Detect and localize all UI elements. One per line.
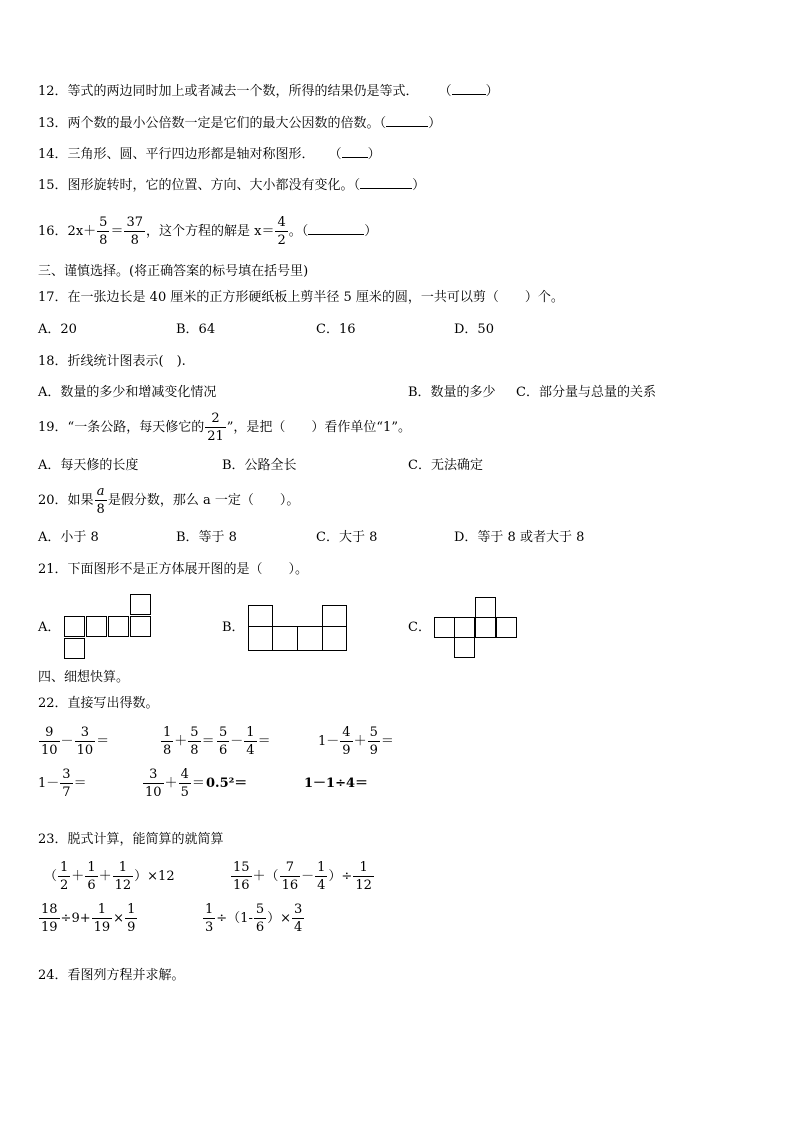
fraction [143, 768, 164, 799]
fraction [75, 726, 96, 757]
fraction [58, 861, 70, 892]
denominator: 8 [99, 233, 108, 248]
net-square [272, 626, 298, 651]
text-segment: ）× [267, 911, 292, 926]
net-square [454, 617, 475, 638]
question-23-stem: 23．脱式计算，能简算的就简算 [38, 832, 224, 847]
fraction [161, 726, 173, 757]
question-15 [38, 176, 425, 195]
fraction [97, 216, 109, 247]
numerator: 3 [62, 767, 71, 782]
q19-option-a[interactable]: A．每天修的长度 [38, 458, 139, 473]
q22-expr-8: 1－1÷4＝ [304, 776, 369, 791]
net-square [64, 616, 85, 637]
q22-expr-4 [318, 722, 394, 762]
denominator: 8 [130, 233, 139, 248]
numerator: 18 [41, 902, 58, 917]
denominator: 16 [281, 878, 299, 893]
question-13 [38, 114, 441, 133]
text-segment: ）÷ [328, 869, 353, 884]
text-segment: ） [412, 178, 426, 193]
text-segment: ＋ [353, 734, 367, 749]
text-segment: ÷（1- [216, 911, 253, 926]
q17-option-d[interactable]: D．50 [454, 322, 494, 337]
numerator: 5 [369, 725, 378, 740]
fraction [353, 861, 374, 892]
q23-expr-1 [44, 857, 175, 897]
denominator: 19 [41, 920, 58, 935]
fraction [292, 903, 304, 934]
denominator: 9 [342, 743, 351, 758]
numerator: 3 [75, 726, 96, 742]
numerator: 1 [205, 902, 214, 917]
q23-expr-2 [230, 857, 375, 897]
text-segment: 14． [38, 147, 68, 162]
fraction [125, 903, 137, 934]
q23-expr-4 [202, 899, 305, 939]
text-segment: － [60, 734, 74, 749]
text-segment: 是假分数，那么 a 一定（ ）。 [107, 493, 300, 508]
denominator: 2 [60, 878, 69, 893]
net-square [248, 626, 273, 651]
question-14 [38, 145, 381, 164]
text-segment: 等式的两边同时加上或者减去一个数，所得的结果仍是等式． [67, 84, 419, 99]
net-square [297, 626, 323, 651]
text-segment: ） [485, 84, 499, 99]
denominator: 21 [207, 429, 224, 444]
fraction [254, 903, 266, 934]
text-segment: 1－ [38, 776, 60, 791]
denominator: 5 [180, 785, 189, 800]
numerator: 1 [87, 860, 96, 875]
denominator: 6 [219, 743, 228, 758]
fraction [231, 861, 252, 892]
q20-option-a[interactable]: A．小于 8 [38, 530, 99, 545]
question-16 [38, 213, 377, 251]
text-segment: ＝ [110, 224, 124, 239]
denominator: 6 [87, 878, 96, 893]
denominator: 12 [355, 878, 372, 893]
numerator: 3 [294, 902, 303, 917]
section-4-heading: 四、细想快算。 [38, 670, 130, 685]
numerator: 1 [163, 725, 172, 740]
text-segment: （ [353, 178, 361, 193]
net-square [108, 616, 129, 637]
text-segment: ÷9+ [60, 911, 91, 926]
text-segment: （ [379, 116, 387, 131]
numerator: 7 [280, 861, 301, 877]
numerator: 5 [219, 725, 228, 740]
numerator: 1 [92, 903, 113, 919]
net-square [322, 626, 347, 651]
numerator: 1 [353, 861, 374, 877]
fraction [92, 903, 113, 934]
numerator: 4 [342, 725, 351, 740]
q22-expr-2 [160, 722, 215, 762]
text-segment: ＝ [380, 734, 394, 749]
question-24-stem: 24．看图列方程并求解。 [38, 968, 185, 983]
question-21-stem: 21．下面图形不是正方体展开图的是（ ）。 [38, 562, 309, 577]
fraction [60, 768, 72, 799]
q18-option-c[interactable]: C．部分量与总量的关系 [516, 385, 656, 400]
fraction [368, 726, 380, 757]
q18-option-a[interactable]: A．数量的多少和增减变化情况 [38, 385, 217, 400]
text-segment: × [113, 911, 125, 926]
text-segment: ＝ [73, 776, 87, 791]
section-3-heading: 三、谨慎选择。(将正确答案的标号填在括号里) [38, 264, 309, 279]
text-segment: （ [44, 869, 58, 884]
text-segment: ） [428, 116, 442, 131]
q20-option-b[interactable]: B．等于 8 [176, 530, 237, 545]
answer-blank[interactable] [308, 222, 364, 235]
question-22-stem: 22．直接写出得数。 [38, 696, 159, 711]
answer-blank[interactable] [360, 176, 412, 189]
net-square [248, 605, 273, 627]
denominator: 12 [114, 878, 132, 893]
q17-option-a[interactable]: A．20 [38, 322, 77, 337]
net-square [86, 616, 107, 637]
question-18-stem: 18．折线统计图表示( ). [38, 354, 186, 369]
net-square [496, 617, 517, 638]
q20-option-c[interactable]: C．大于 8 [316, 530, 378, 545]
fraction [85, 861, 97, 892]
fraction [244, 726, 256, 757]
denominator: 16 [233, 878, 250, 893]
answer-blank[interactable] [386, 114, 428, 127]
q22-expr-3 [216, 722, 271, 762]
question-19-stem [38, 408, 411, 448]
q22-expr-6 [142, 764, 205, 804]
denominator: 8 [96, 502, 105, 517]
text-segment: ，这个方程的解是 x＝ [146, 224, 275, 239]
net-square [322, 605, 347, 627]
text-segment: － [230, 734, 244, 749]
q21-option-c[interactable]: C． [408, 620, 431, 635]
answer-blank[interactable] [342, 145, 368, 158]
q18-option-b[interactable]: B．数量的多少 [408, 385, 496, 400]
question-17-stem: 17．在一张边长是 40 厘米的正方形硬纸板上剪半径 5 厘米的圆，一共可以剪（ ）个。 [38, 290, 564, 305]
numerator: 5 [99, 215, 108, 230]
net-square [454, 637, 475, 658]
text-segment: ）×12 [134, 869, 175, 884]
denominator: 9 [127, 920, 136, 935]
text-segment: 19．“一条公路，每天修它的 [38, 420, 205, 435]
text-segment: ＋（ [252, 869, 279, 884]
q17-option-c[interactable]: C．16 [316, 322, 356, 337]
net-square [434, 617, 455, 638]
fraction [179, 768, 191, 799]
text-segment: 12． [38, 84, 68, 99]
text-segment: 13． [38, 116, 68, 131]
q22-expr-5 [38, 764, 87, 804]
q20-option-d[interactable]: D．等于 8 或者大于 8 [454, 530, 585, 545]
text-segment: ＝ [96, 734, 110, 749]
answer-blank[interactable] [452, 82, 486, 95]
fraction [340, 726, 352, 757]
question-12 [38, 82, 499, 101]
fraction [315, 861, 327, 892]
fraction [188, 726, 200, 757]
denominator: 19 [93, 920, 111, 935]
denominator: 10 [145, 785, 162, 800]
fraction [203, 903, 215, 934]
q19-option-b[interactable]: B．公路全长 [222, 458, 297, 473]
numerator: a [95, 485, 107, 501]
denominator: 7 [62, 785, 71, 800]
denominator: 6 [255, 920, 265, 935]
fraction [280, 861, 301, 892]
text-segment: ＝ [191, 776, 205, 791]
numerator: 5 [190, 725, 199, 740]
q17-option-b[interactable]: B．64 [176, 322, 216, 337]
denominator: 8 [163, 743, 172, 758]
net-square [130, 616, 151, 637]
text-segment: 两个数的最小公倍数一定是它们的最大公因数的倍数。 [67, 116, 380, 131]
denominator: 4 [317, 878, 326, 893]
denominator: 10 [41, 743, 58, 758]
text-segment: （ [438, 84, 452, 99]
q22-expr-1 [38, 722, 109, 762]
net-square [475, 597, 496, 618]
denominator: 8 [190, 743, 199, 758]
denominator: 4 [294, 920, 303, 935]
q19-option-c[interactable]: C．无法确定 [408, 458, 483, 473]
text-segment: 16． [38, 224, 68, 239]
text-segment: ） [367, 147, 381, 162]
text-segment: 。（ [288, 224, 309, 239]
fraction [39, 726, 60, 757]
text-segment: ） [364, 224, 378, 239]
numerator: 15 [233, 860, 250, 875]
text-segment: ＝ [201, 734, 215, 749]
fraction [205, 412, 226, 443]
text-segment: 1－ [318, 734, 340, 749]
text-segment: ＋ [164, 776, 178, 791]
numerator: 5 [255, 902, 265, 917]
fraction [217, 726, 229, 757]
numerator: 9 [39, 726, 60, 742]
text-segment: ＝ [257, 734, 271, 749]
text-segment: ”，是把（ ）看作单位“1”。 [226, 420, 411, 435]
q23-expr-3 [38, 899, 138, 939]
numerator: 2 [205, 412, 226, 428]
q21-option-a[interactable]: A． [38, 620, 61, 635]
text-segment: ＋ [174, 734, 188, 749]
text-segment: ＋ [71, 869, 85, 884]
text-segment: 图形旋转时，它的位置、方向、大小都没有变化。 [67, 178, 354, 193]
text-segment: 三角形、圆、平行四边形都是轴对称图形． [67, 147, 315, 162]
numerator: 37 [126, 215, 143, 230]
net-square [64, 638, 85, 659]
fraction [124, 216, 145, 247]
question-20-stem [38, 482, 299, 520]
numerator: 4 [180, 767, 189, 782]
text-segment: （ [328, 147, 342, 162]
denominator: 4 [246, 743, 255, 758]
fraction [275, 216, 287, 247]
numerator: 1 [317, 860, 326, 875]
numerator: 1 [60, 860, 69, 875]
denominator: 2 [277, 233, 286, 248]
net-square [475, 617, 496, 638]
fraction [113, 861, 134, 892]
numerator: 1 [127, 902, 136, 917]
denominator: 10 [76, 743, 94, 758]
text-segment: ＋ [98, 869, 112, 884]
q21-option-b[interactable]: B． [222, 620, 245, 635]
text-segment: 20．如果 [38, 493, 94, 508]
numerator: 4 [277, 215, 286, 230]
numerator: 1 [246, 725, 255, 740]
text-segment: 2x＋ [67, 224, 97, 239]
text-segment: 15． [38, 178, 68, 193]
q22-expr-7: 0.5²＝ [206, 776, 248, 791]
text-segment: － [301, 869, 315, 884]
fraction [39, 903, 60, 934]
numerator: 1 [113, 861, 134, 877]
numerator: 3 [143, 768, 164, 784]
fraction [95, 485, 107, 516]
denominator: 9 [369, 743, 378, 758]
denominator: 3 [205, 920, 214, 935]
net-square [130, 594, 151, 615]
